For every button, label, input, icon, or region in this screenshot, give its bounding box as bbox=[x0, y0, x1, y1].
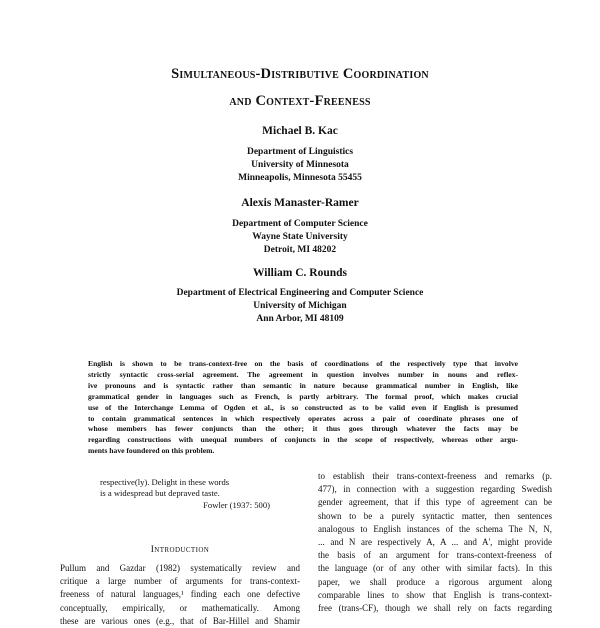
abstract-line: strictly syntactic cross-serial agreement. The agreement in question involves number in nouns and reflex- bbox=[88, 369, 518, 379]
author-affiliation-2 bbox=[0, 218, 600, 257]
body-line: 477), in connection with a suggestion regarding Swedish bbox=[318, 484, 552, 495]
affiliation-line: Detroit, MI 48202 bbox=[263, 245, 337, 255]
epigraph bbox=[100, 477, 310, 511]
body-line: analogous to English instances of the schema The N, N, bbox=[318, 523, 552, 534]
epigraph-line: respective(ly). Delight in these words bbox=[100, 477, 230, 487]
body-line: the basis of an argument for trans-context-freeness of bbox=[318, 550, 552, 561]
body-line: critique a large number of arguments for trans-context- bbox=[60, 576, 300, 587]
body-line: shown to be a purely syntactic matter, then sentences bbox=[318, 510, 552, 521]
affiliation-line: Department of Linguistics bbox=[246, 147, 354, 157]
affiliation-line: University of Michigan bbox=[253, 301, 347, 311]
author-name-2: Alexis Manaster-Ramer bbox=[241, 197, 359, 209]
body-line: paper, we shall produce a rigorous argument along bbox=[318, 576, 552, 587]
abstract-line: ments have foundered on this problem. bbox=[88, 446, 215, 456]
epigraph-line: is a widespread but depraved taste. bbox=[100, 488, 220, 499]
abstract-line: grammatical gender in languages such as French, is partly arbitrary. The formal proof, which makes crucial bbox=[88, 391, 518, 401]
paper-title-line-2: and Context-Freeness bbox=[229, 93, 371, 109]
body-line: ... and N are respectively A, A ... and A', might provide bbox=[318, 537, 552, 548]
abstract-line: ive pronouns and is syntactic rather than semantic in nature because grammatical number in English, like bbox=[88, 380, 518, 390]
affiliation-line: University of Minnesota bbox=[251, 160, 349, 170]
author-affiliation-1 bbox=[0, 146, 600, 185]
affiliation-line: Minneapolis, Minnesota 55455 bbox=[238, 173, 362, 183]
body-line: these are various ones (e.g., that of Bar-Hillel and Shamir bbox=[60, 615, 300, 626]
affiliation-line: Department of Electrical Engineering and Computer Science bbox=[176, 288, 424, 298]
affiliation-line: Department of Computer Science bbox=[232, 219, 368, 229]
affiliation-line: Wayne State University bbox=[252, 232, 348, 242]
abstract-line: whose members has fewer conjuncts than the other; it thus goes through whatever the facts may be bbox=[88, 424, 518, 434]
paper-title-line-1: Simultaneous-Distributive Coordination bbox=[171, 66, 429, 82]
abstract-line: English is shown to be trans-context-free on the basis of coordinations of the respectively type that involve bbox=[88, 359, 518, 368]
left-column-text bbox=[60, 562, 300, 628]
epigraph-source: Fowler (1937: 500) bbox=[203, 499, 270, 510]
body-line: free (trans-CF), though we shall rely on facts regarding bbox=[318, 603, 552, 614]
abstract-line: use of the Interchange Lemma of Ogden et al., is so constructed as to be valid even if English is presumed bbox=[88, 402, 518, 412]
body-line: to establish their trans-context-freeness and remarks (p. bbox=[318, 471, 552, 481]
body-line: comparable lines to show that English is trans-context- bbox=[318, 589, 552, 600]
author-name-3: William C. Rounds bbox=[252, 267, 348, 279]
abstract-line: to contain grammatical sentences in which respectively operates across a pair of coordinate phrases one of bbox=[88, 413, 518, 423]
affiliation-line: Ann Arbor, MI 48109 bbox=[256, 314, 344, 324]
body-line: Pullum and Gazdar (1982) systematically review and bbox=[60, 563, 300, 573]
author-name-1: Michael B. Kac bbox=[262, 125, 338, 137]
body-line: conceptually, empirically, or mathematically. Among bbox=[60, 602, 300, 613]
abstract-line: regarding constructions with unequal numbers of conjuncts in the scope of respectively, whereas other argu- bbox=[88, 435, 518, 445]
body-line: gender agreement, that if this type of agreement can be bbox=[318, 497, 552, 508]
author-affiliation-3 bbox=[0, 287, 600, 326]
right-column-text bbox=[318, 470, 552, 615]
body-line: the language (or of any other with similar facts). In this bbox=[318, 563, 552, 574]
abstract bbox=[88, 359, 518, 457]
section-heading-introduction: Introduction bbox=[150, 545, 210, 555]
body-line: freeness of natural languages,¹ finding each one defective bbox=[60, 589, 300, 600]
